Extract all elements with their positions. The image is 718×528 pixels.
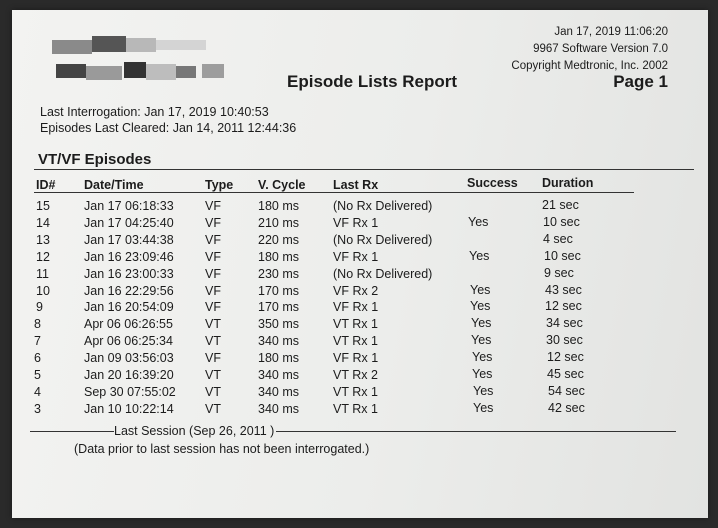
- cell-datetime: Apr 06 06:25:34: [84, 334, 173, 349]
- cell-datetime: Jan 17 04:25:40: [84, 215, 174, 230]
- cell-id: 10: [36, 283, 50, 298]
- cell-vcycle: 170 ms: [258, 283, 299, 298]
- cell-duration: 10 sec: [544, 248, 581, 263]
- cell-last-rx: VF Rx 2: [333, 283, 379, 298]
- report-header-info: [511, 24, 668, 75]
- cell-type: VT: [205, 401, 221, 416]
- cell-type: VT: [205, 334, 221, 349]
- footer-note: (Data prior to last session has not been interrogated.): [74, 442, 370, 456]
- cell-duration: 30 sec: [546, 333, 583, 348]
- cell-type: VF: [205, 232, 221, 247]
- cell-success: Yes: [470, 299, 491, 314]
- page-number: Page 1: [613, 72, 668, 91]
- column-header-duration: Duration: [542, 176, 594, 190]
- cell-last-rx: VT Rx 1: [333, 401, 378, 416]
- column-header-id: ID#: [36, 178, 56, 192]
- cell-datetime: Jan 16 23:00:33: [84, 266, 174, 281]
- cell-datetime: Jan 16 20:54:09: [84, 300, 174, 315]
- cell-id: 8: [34, 317, 41, 332]
- cell-id: 12: [36, 249, 50, 264]
- cell-duration: 54 sec: [548, 383, 585, 398]
- cell-id: 3: [34, 401, 41, 416]
- episodes-last-cleared: Episodes Last Cleared: Jan 14, 2011 12:44:36: [40, 121, 297, 135]
- report-title: Episode Lists Report: [287, 72, 458, 91]
- cell-vcycle: 340 ms: [258, 368, 299, 382]
- copyright: Copyright Medtronic, Inc. 2002: [511, 60, 668, 72]
- cell-id: 13: [36, 232, 50, 247]
- cell-datetime: Jan 16 23:09:46: [84, 249, 174, 264]
- column-header-datetime: Date/Time: [84, 178, 144, 192]
- column-header-success: Success: [467, 176, 518, 190]
- cell-datetime: Jan 20 16:39:20: [84, 368, 174, 382]
- cell-last-rx: (No Rx Delivered): [333, 232, 433, 247]
- cell-last-rx: VF Rx 1: [333, 249, 379, 264]
- cell-duration: 9 sec: [544, 265, 574, 280]
- cell-success: Yes: [471, 333, 492, 348]
- cell-duration: 12 sec: [545, 299, 582, 314]
- cell-id: 7: [34, 334, 41, 349]
- cell-last-rx: VT Rx 1: [333, 384, 378, 399]
- cell-last-rx: VF Rx 1: [333, 351, 379, 366]
- cell-duration: 43 sec: [545, 282, 582, 297]
- cell-vcycle: 180 ms: [258, 249, 299, 264]
- cell-success: Yes: [471, 316, 492, 331]
- cell-type: VF: [205, 215, 221, 230]
- cell-vcycle: 340 ms: [258, 384, 299, 399]
- cell-success: Yes: [473, 400, 494, 415]
- cell-id: 9: [36, 300, 43, 315]
- cell-datetime: Jan 16 22:29:56: [84, 283, 174, 298]
- dash-right: [276, 431, 676, 432]
- cell-last-rx: (No Rx Delivered): [333, 199, 433, 213]
- header-rule: [34, 192, 634, 193]
- cell-datetime: Jan 17 06:18:33: [84, 199, 174, 213]
- cell-id: 4: [34, 384, 41, 399]
- redacted-patient-info: [52, 34, 252, 96]
- cell-id: 15: [36, 199, 50, 213]
- last-session: Last Session (Sep 26, 2011 ): [114, 424, 275, 438]
- cell-datetime: Jan 17 03:44:38: [84, 232, 174, 247]
- section-title: VT/VF Episodes: [38, 151, 152, 168]
- column-header-last-rx: Last Rx: [333, 178, 379, 192]
- cell-id: 11: [36, 266, 49, 281]
- cell-success: Yes: [468, 214, 489, 229]
- cell-datetime: Sep 30 07:55:02: [84, 384, 176, 399]
- cell-duration: 45 sec: [547, 367, 584, 381]
- cell-last-rx: VF Rx 1: [333, 300, 379, 315]
- cell-duration: 12 sec: [547, 350, 584, 365]
- cell-type: VF: [205, 199, 221, 213]
- cell-datetime: Jan 09 03:56:03: [84, 351, 174, 366]
- cell-vcycle: 180 ms: [258, 199, 299, 213]
- software-version: 9967 Software Version 7.0: [533, 43, 668, 55]
- cell-id: 14: [36, 215, 50, 230]
- cell-datetime: Jan 10 10:22:14: [84, 401, 174, 416]
- report-paper: [12, 10, 708, 518]
- dash-left: [30, 431, 114, 432]
- cell-type: VF: [205, 266, 221, 281]
- cell-last-rx: VF Rx 1: [333, 215, 379, 230]
- cell-success: Yes: [470, 282, 491, 297]
- cell-vcycle: 180 ms: [258, 351, 299, 366]
- cell-type: VT: [205, 368, 221, 382]
- cell-datetime: Apr 06 06:26:55: [84, 317, 173, 332]
- cell-type: VF: [205, 351, 221, 366]
- cell-duration: 21 sec: [542, 198, 579, 212]
- cell-vcycle: 340 ms: [258, 334, 299, 349]
- cell-last-rx: VT Rx 1: [333, 317, 378, 332]
- cell-type: VT: [205, 317, 221, 332]
- cell-type: VF: [205, 283, 221, 298]
- cell-vcycle: 170 ms: [258, 300, 299, 315]
- report-datetime: Jan 17, 2019 11:06:20: [554, 26, 668, 38]
- column-header-type: Type: [205, 178, 234, 192]
- cell-vcycle: 220 ms: [258, 232, 299, 247]
- column-header-vcycle: V. Cycle: [258, 178, 306, 192]
- cell-id: 5: [34, 368, 41, 382]
- cell-type: VF: [205, 249, 221, 264]
- cell-type: VF: [205, 300, 221, 315]
- cell-success: Yes: [473, 383, 494, 398]
- cell-duration: 34 sec: [546, 316, 583, 331]
- section-rule: [34, 169, 694, 170]
- cell-duration: 10 sec: [543, 214, 580, 229]
- cell-vcycle: 340 ms: [258, 401, 299, 416]
- cell-id: 6: [34, 351, 41, 366]
- cell-success: Yes: [472, 367, 493, 381]
- cell-success: Yes: [469, 248, 490, 263]
- cell-last-rx: (No Rx Delivered): [333, 266, 433, 281]
- last-interrogation: Last Interrogation: Jan 17, 2019 10:40:53: [40, 105, 269, 119]
- cell-vcycle: 230 ms: [258, 266, 299, 281]
- cell-success: Yes: [472, 350, 493, 365]
- cell-last-rx: VT Rx 2: [333, 368, 378, 382]
- interrogation-info: [40, 104, 296, 136]
- cell-duration: 42 sec: [548, 400, 585, 415]
- cell-last-rx: VT Rx 1: [333, 334, 378, 349]
- cell-duration: 4 sec: [543, 231, 573, 246]
- cell-vcycle: 210 ms: [258, 215, 299, 230]
- cell-vcycle: 350 ms: [258, 317, 299, 332]
- last-session-line: [30, 424, 676, 438]
- cell-type: VT: [205, 384, 221, 399]
